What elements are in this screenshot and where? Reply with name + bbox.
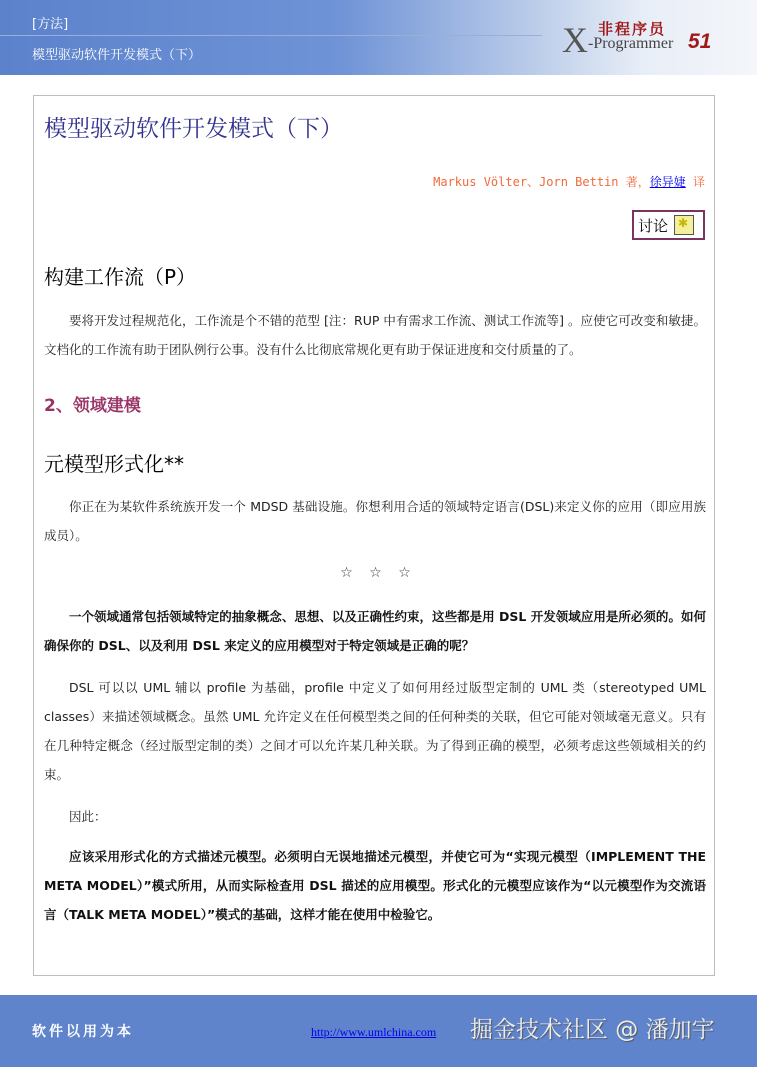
- author-text: Markus Völter、Jorn Bettin 著，: [433, 175, 650, 189]
- paragraph-workflow: 要将开发过程规范化，工作流是个不错的范型 [注：RUP 中有需求工作流、测试工作流等] 。应使它可改变和敏捷。文档化的工作流有助于团队例行公事。没有什么比彻底常规化更有助于保证进度和交付质量的了。: [44, 313, 706, 357]
- separator-stars: ☆ ☆ ☆: [340, 565, 417, 581]
- paragraph-therefore: 因此：: [69, 809, 107, 824]
- footer-link[interactable]: http://www.umlchina.com: [311, 1025, 437, 1039]
- section-heading-domain-modeling: 2、领域建模: [44, 396, 141, 416]
- footer-slogan: 软件以用为本: [32, 1024, 134, 1040]
- paragraph-forces: DSL 可以以 UML 辅以 profile 为基础，profile 中定义了如何用经过版型定制的 UML 类（stereotyped UML classes）来描述领域概念。虽然 UML 允许定义在任何模型类之间的任何种类的关联，但它可能对领域毫无意义。只有在几种特定概念（经过版型定制的类）之间才可以允许某几种关联。为了得到正确的模型，必须考虑这些领域相关的约束。: [44, 680, 706, 782]
- logo-x: X: [562, 20, 588, 60]
- paragraph-solution: 应该采用形式化的方式描述元模型。必须明白无误地描述元模型，并使它可为“实现元模型（IMPLEMENT THE META MODEL）”模式所用，从而实际检查用 DSL 描述的应用模型。形式化的元模型应该作为“以元模型作为交流语言（TALK META MODEL）”模式的基础，这样才能在使用中检验它。: [44, 849, 706, 922]
- author-line: [433, 173, 705, 190]
- discuss-button[interactable]: [632, 210, 705, 240]
- page-header: [0, 0, 757, 75]
- header-title: 模型驱动软件开发模式（下）: [32, 48, 202, 63]
- paragraph-context: 你正在为某软件系统族开发一个 MDSD 基础设施。你想利用合适的领域特定语言(DSL)来定义你的应用（即应用族成员）。: [44, 499, 706, 543]
- page-footer: [0, 995, 757, 1067]
- discuss-label: 讨论: [638, 216, 669, 235]
- translator-suffix: 译: [685, 175, 705, 189]
- logo-number: 51: [688, 30, 712, 53]
- x-programmer-logo: [562, 18, 722, 58]
- logo-en: -Programmer: [588, 35, 674, 52]
- header-category: [方法]: [32, 17, 69, 32]
- heading-workflow: 构建工作流（P）: [44, 265, 197, 289]
- watermark: 掘金技术社区 @ 潘加宇: [470, 1017, 715, 1043]
- translator-link[interactable]: 徐异婕: [649, 175, 686, 189]
- paragraph-problem: 一个领域通常包括领域特定的抽象概念、思想、以及正确性约束，这些都是用 DSL 开发领域应用是所必须的。如何确保你的 DSL、以及利用 DSL 来定义的应用模型对于特定领域是正确的呢？: [44, 609, 706, 653]
- header-divider: [0, 35, 542, 36]
- note-icon: [674, 215, 694, 235]
- article-title: 模型驱动软件开发模式（下）: [44, 116, 343, 142]
- logo-cn: 非程序员: [598, 22, 667, 38]
- heading-formal-metamodel: 元模型形式化**: [44, 452, 184, 476]
